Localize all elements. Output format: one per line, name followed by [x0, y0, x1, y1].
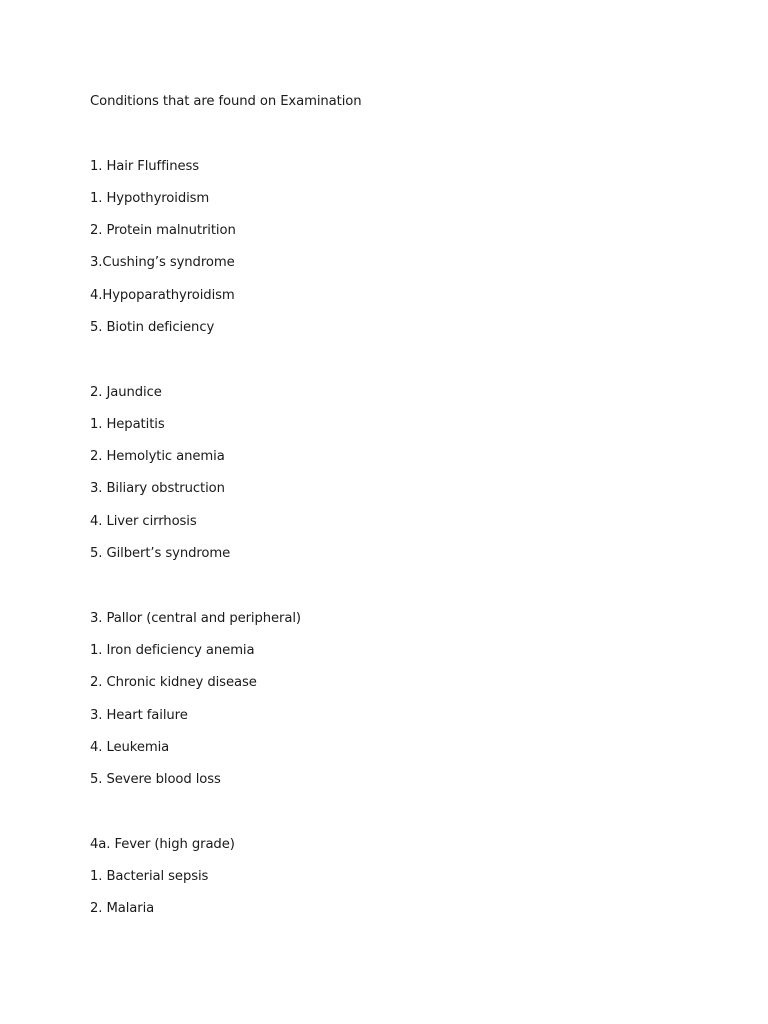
section-jaundice	[90, 384, 710, 578]
section-heading: 4a. Fever (high grade)	[90, 836, 235, 852]
list-item: 4. Leukemia	[90, 739, 170, 755]
list-item: 1. Hypothyroidism	[90, 190, 210, 206]
section-pallor	[90, 610, 710, 804]
section-spacer	[90, 351, 710, 383]
list-item: 3.Cushing’s syndrome	[90, 255, 235, 271]
list-item: 1. Iron deficiency anemia	[90, 642, 255, 658]
section-heading: 3. Pallor (central and peripheral)	[90, 610, 301, 626]
list-item: 1. Bacterial sepsis	[90, 869, 209, 885]
list-item: 5. Gilbert’s syndrome	[90, 546, 231, 562]
list-item: 5. Biotin deficiency	[90, 319, 215, 335]
document-title: Conditions that are found on Examination	[90, 94, 362, 109]
list-item: 2. Hemolytic anemia	[90, 449, 225, 465]
section-heading: 2. Jaundice	[90, 384, 162, 400]
section-hair-fluffiness	[90, 158, 710, 352]
document-page	[90, 93, 710, 933]
list-item: 2. Protein malnutrition	[90, 223, 236, 239]
list-item: 4.Hypoparathyroidism	[90, 287, 235, 303]
list-item: 2. Malaria	[90, 901, 155, 917]
section-heading: 1. Hair Fluffiness	[90, 158, 200, 174]
list-item: 4. Liver cirrhosis	[90, 513, 197, 529]
list-item: 3. Heart failure	[90, 707, 188, 723]
section-spacer	[90, 577, 710, 609]
list-item: 5. Severe blood loss	[90, 772, 221, 788]
list-item: 2. Chronic kidney disease	[90, 675, 257, 691]
list-item: 3. Biliary obstruction	[90, 481, 225, 497]
list-item: 1. Hepatitis	[90, 416, 165, 432]
section-spacer	[90, 803, 710, 835]
section-fever	[90, 836, 710, 933]
